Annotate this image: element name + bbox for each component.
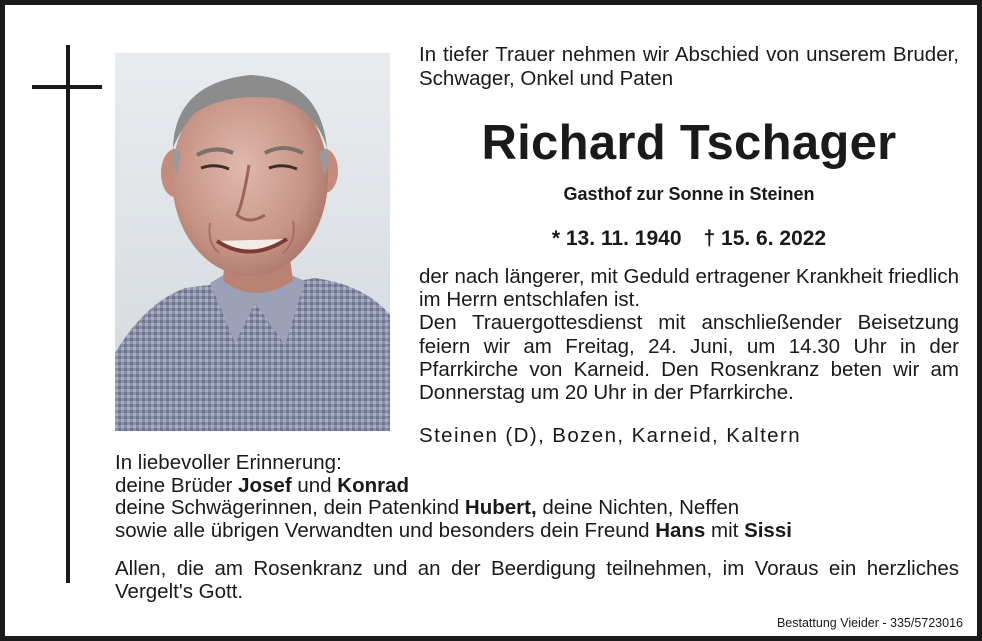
deceased-name: Richard Tschager — [481, 116, 897, 170]
announcement-paragraph-2: Den Trauergottesdienst mit anschließender Beisetzung feiern wir am Freitag, 24. Juni, um 14.30 Uhr in der Pfarrkirche von Karneid. Den Rosenkranz beten wir am Donnerstag um 20 Uhr in der Pfarrkirche. — [419, 311, 959, 405]
life-dates — [419, 226, 959, 252]
place-text: Gasthof zur Sonne in Steinen — [563, 184, 815, 204]
death-date: † 15. 6. 2022 — [703, 227, 827, 250]
memory-heading: In liebevoller Erinnerung: — [115, 451, 342, 474]
portrait-photo — [115, 53, 390, 431]
announcement-paragraph-1: der nach längerer, mit Geduld ertragener Krankheit friedlich im Herrn entschlafen ist. — [419, 265, 959, 312]
memory-line-1: deine Brüder Josef und Konrad — [115, 473, 410, 497]
memory-line-3: sowie alle übrigen Verwandten und besonders dein Freund Hans mit Sissi — [115, 518, 792, 542]
locations-line: Steinen (D), Bozen, Karneid, Kaltern — [419, 424, 801, 447]
closing-text: Allen, die am Rosenkranz und an der Beerdigung teilnehmen, im Voraus ein herzliches Vergelt's Gott. — [115, 557, 959, 603]
cross-icon-vertical — [66, 45, 70, 583]
announcement-text — [419, 265, 959, 404]
cross-icon-horizontal — [32, 85, 102, 89]
memory-line-2: deine Schwägerinnen, dein Patenkind Hubert, deine Nichten, Neffen — [115, 496, 740, 519]
birth-date: * 13. 11. 1940 — [551, 227, 682, 250]
funeral-home-credit: Bestattung Vieider - 335/5723016 — [776, 616, 963, 630]
memory-section — [115, 452, 965, 542]
portrait-illustration — [115, 53, 390, 431]
intro-text: In tiefer Trauer nehmen wir Abschied von unserem Bruder, Schwager, Onkel und Paten — [419, 43, 959, 90]
